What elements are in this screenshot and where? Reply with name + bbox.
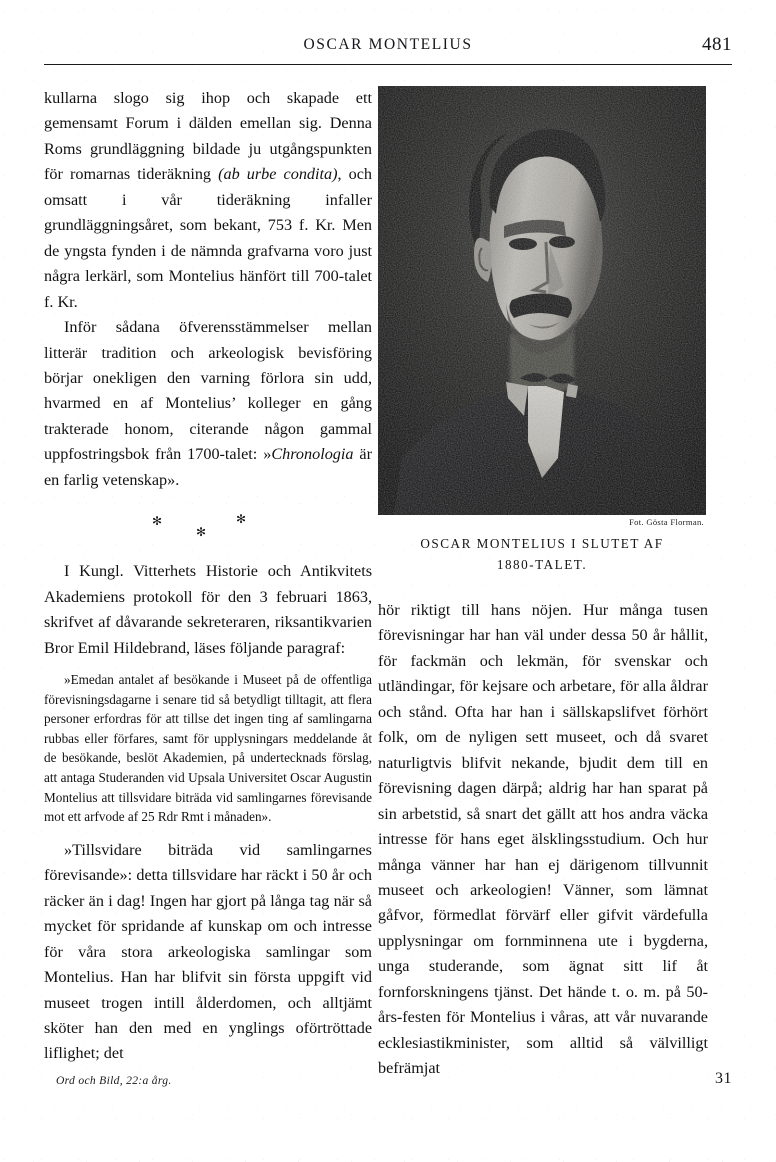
- paragraph-kullarna: [44, 86, 372, 315]
- asterisk-separator: [44, 509, 372, 553]
- asterisk-icon: ✻: [236, 512, 247, 527]
- paragraph-kullarna-part2: , och omsatt i vår tideräkning infaller grundläggningsåret, som bekant, 753 f. Kr. Men de yngsta fynden i de nämnda grafvarna voro just några lerkärl, som Montelius hänfört till 700-talet f. Kr.: [44, 165, 373, 311]
- running-head: [44, 36, 732, 66]
- figure-portrait: [378, 86, 706, 575]
- paragraph-tillsvidare: »Tillsvidare biträda vid samlingarnes förevisande»: detta tillsvidare har räckt i 50 år och räcker än i dag! Ingen har gjort på långa tag när så mycket för spridande af kunskap om och intresse för våra stora arkeologiska samlingar som Montelius. Han har blifvit sin första uppgift vid museet trogen intill ålderdomen, och alltjämt sköter han den med en ynglings oförtröttade liflighet; det: [44, 840, 372, 1063]
- right-column: [378, 598, 708, 1082]
- header-rule: [44, 64, 732, 65]
- figure-caption-line-1: OSCAR MONTELIUS I SLUTET AF: [420, 536, 664, 551]
- portrait-photograph: [378, 86, 706, 515]
- left-column: [44, 86, 372, 1067]
- paragraph-kungl-vitterhets: I Kungl. Vitterhets Historie och Antikvitets Akademiens protokoll för den 3 februari 1863, skrifvet af dåvarande sekreteraren, riksantikvarien Bror Emil Hildebrand, läses följande paragraf:: [44, 562, 372, 657]
- page-number: 481: [702, 34, 732, 55]
- signature-mark: 31: [715, 1070, 732, 1087]
- paragraph-kullarna-part1: kullarna slogo sig ihop och skapade ett gemensamt Forum i dälden emellan sig. Denna Roms grundläggning bildade ju utgångspunkten för romarnas tideräkning: [44, 89, 372, 184]
- book-title-chronologia: Chronologia: [271, 445, 354, 464]
- photo-credit: Fot. Gösta Florman.: [629, 517, 704, 527]
- paragraph-infor-sadana: [44, 315, 372, 493]
- journal-footline: Ord och Bild, 22:a årg.: [56, 1074, 172, 1087]
- asterisk-icon: ✻: [152, 514, 163, 529]
- paragraph-infor-part2: är en farlig vetenskap».: [44, 445, 373, 489]
- latin-phrase-ab-urbe-condita: (ab urbe condita): [218, 165, 338, 184]
- paragraph-infor-part1: Inför sådana öfverensstämmelser mellan litterär tradition och arkeologisk bevisföring börjar onekligen den varning förlora sin udd, hvarmed en af Montelius’ kolleger en gång trakterade honom, citerande någon gammal uppfostringsbok från 1700-talet: »: [44, 318, 372, 464]
- figure-caption-line-2: 1880-TALET.: [496, 557, 588, 572]
- asterisk-icon: ✻: [196, 525, 207, 540]
- running-head-title: OSCAR MONTELIUS: [303, 36, 473, 53]
- quoted-protocol-text: »Emedan antalet af besökande i Museet på de offentliga förevisningsdagarne i senare tid så betydligt tilltagit, att flera personer erfordras för att tillse det ingen ting af samlingarna rubbas eller förfares, samt för upplysningars meddelande åt de besökande, beslöt Akademien, på undertecknads förslag, att antaga Studeranden vid Upsala Universitet Oscar Augustin Montelius att tillsvidare biträda vid samlingarnes förevisande mot ett arfvode af 25 Rdr Rmt i månaden».: [44, 672, 372, 825]
- paragraph-hor-riktigt: hör riktigt till hans nöjen. Hur många tusen förevisningar har han väl under dessa 50 år hållit, för fackmän och lekmän, för svenskar och utländingar, för kejsare och arbetare, för alla åldrar och stånd. Ofta har han i sällskapslifvet förhört folk, om de nyligen sett museet, och då svaret naturligtvis blifvit nekande, bjudit dem till en förevisning dagen därpå; aldrig har han sparat på sin arbetstid, så snart det gällt att hos andra väcka intresse för hans eget älsklingsstudium. Och hur många vänner har han ej därigenom tillvunnit museet och arkeologien! Vänner, som lämnat gåfvor, förmedlat förvärf eller gifvit värdefulla upplysningar om fornminnena ute i bygderna, unga studerande, som ägnat sitt lif åt fornforskningens tjänst. Det hände t. o. m. på 50-års-festen för Montelius i våras, att vår nuvarande ecklesiastikminister, som alltid så välvilligt befrämjat: [378, 601, 708, 1078]
- portrait-illustration: [378, 86, 706, 515]
- quoted-protocol-extract: [44, 670, 372, 827]
- figure-caption: [378, 533, 706, 575]
